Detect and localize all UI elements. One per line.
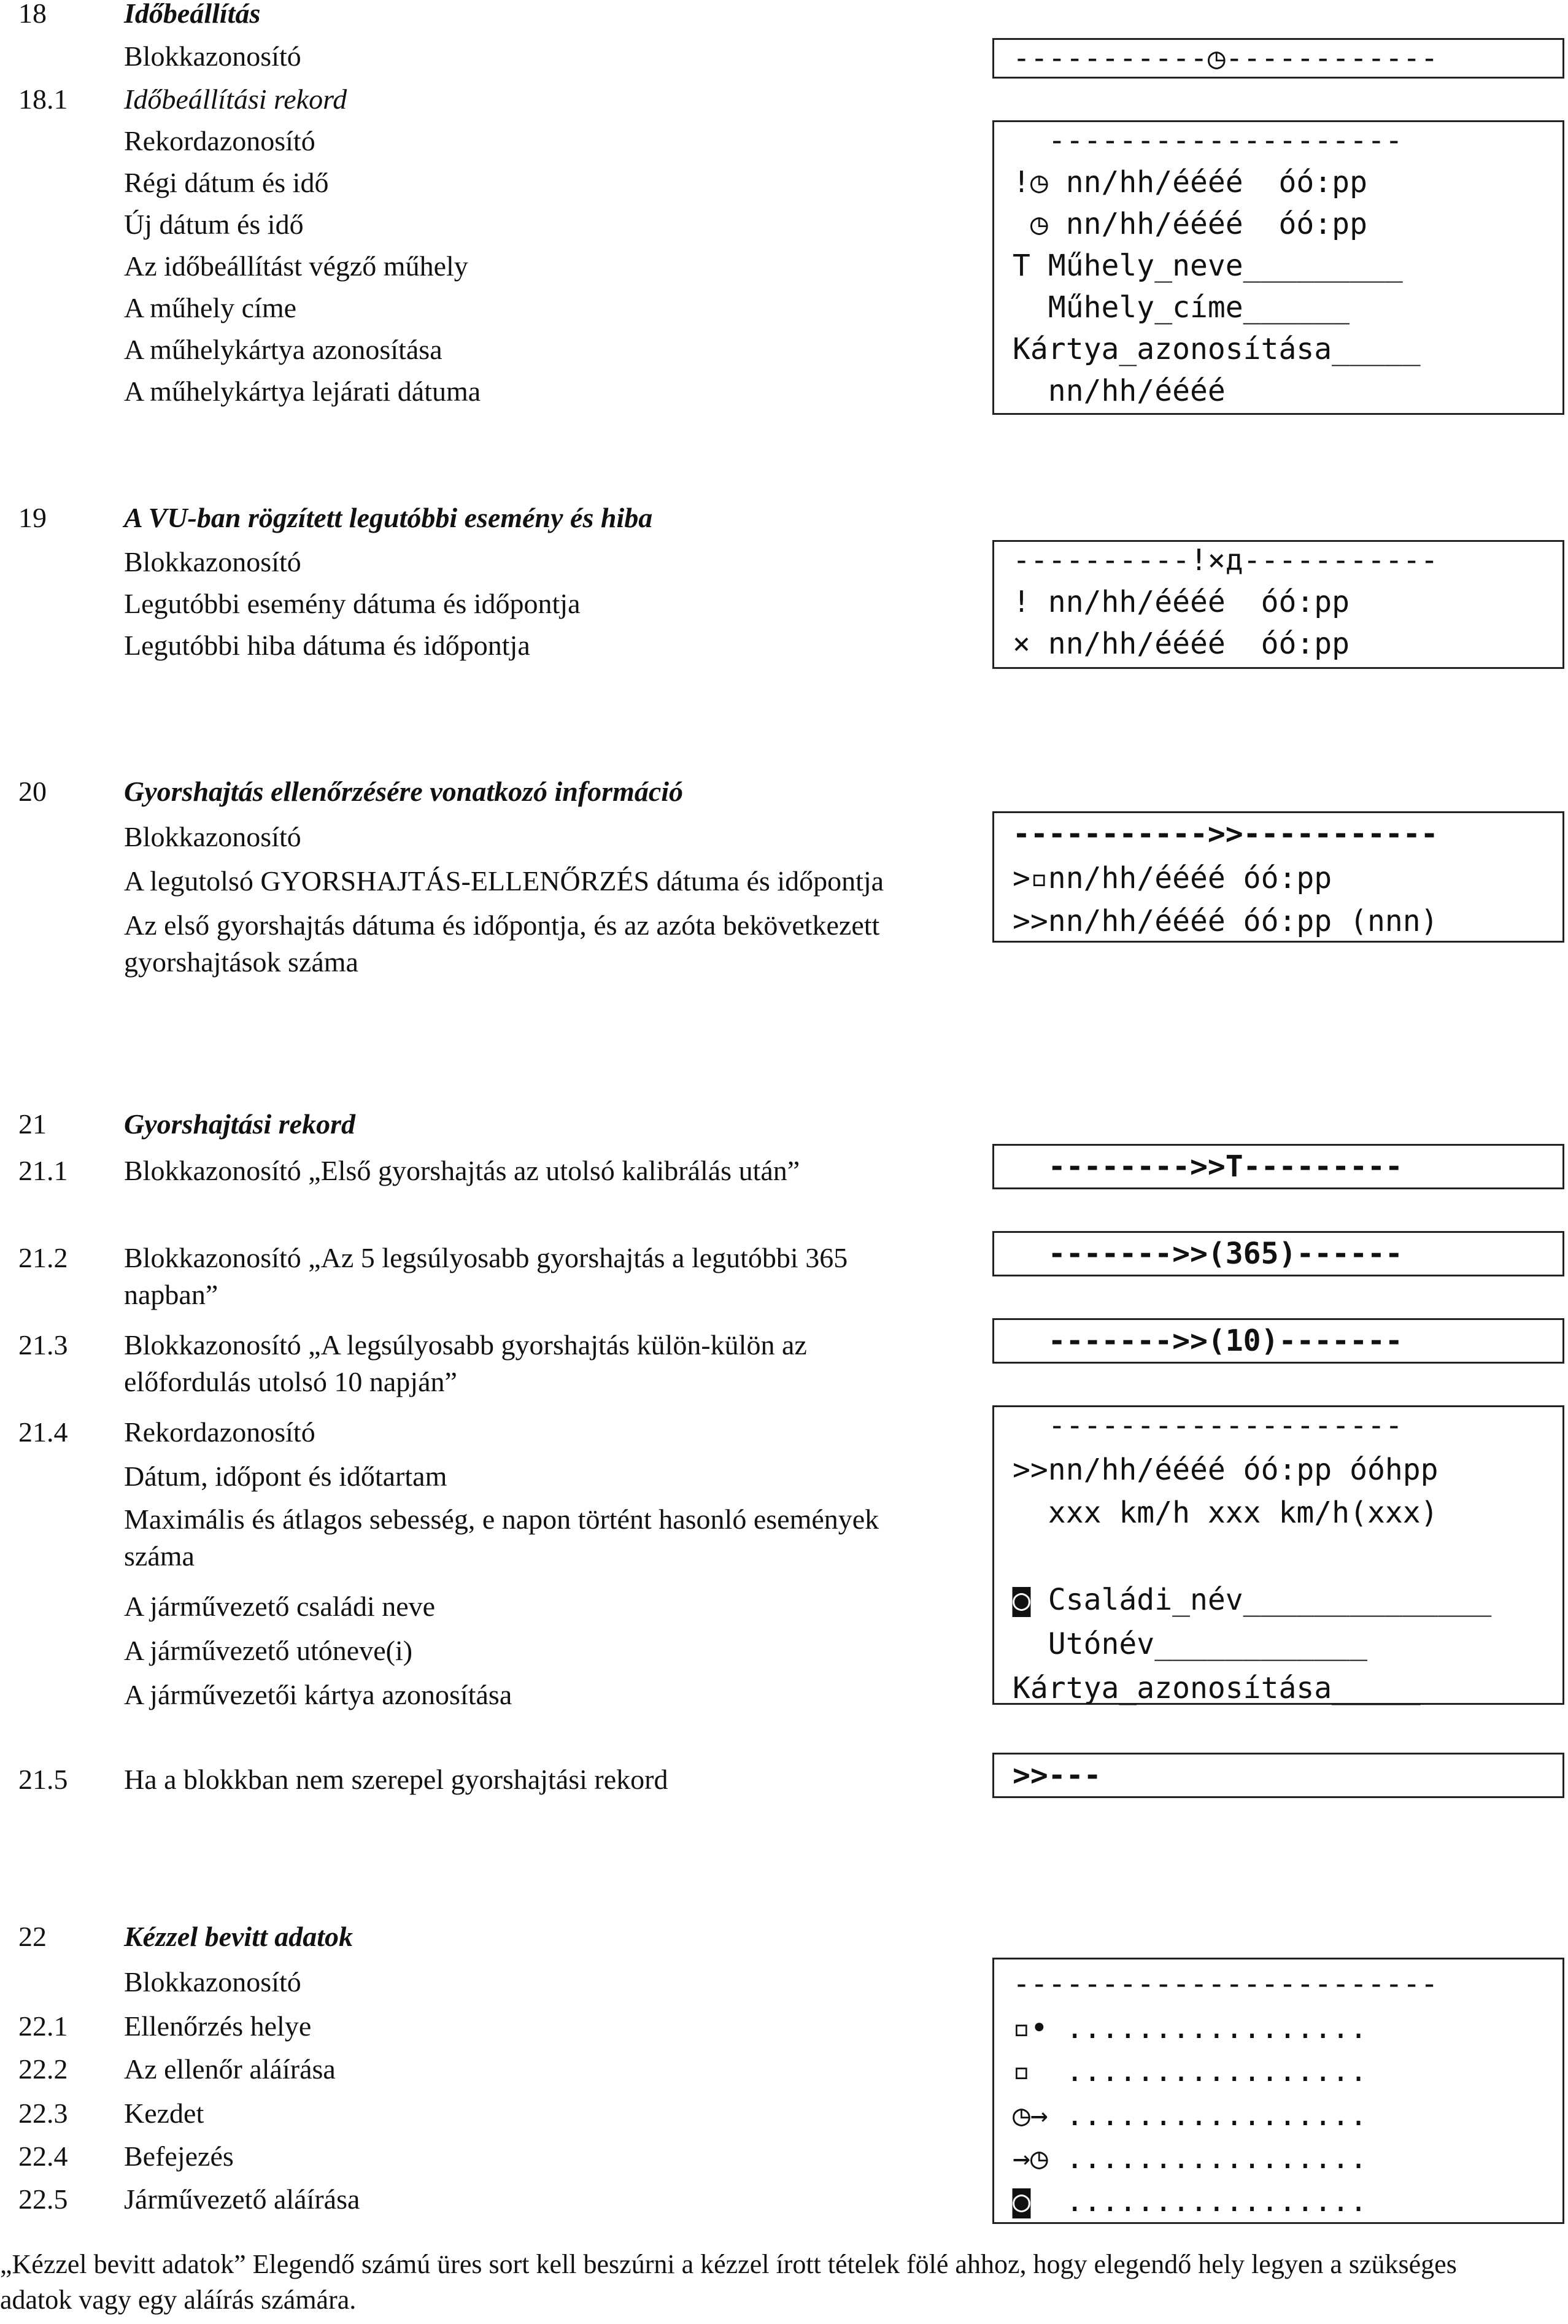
s21-3-label-2: előfordulás utolsó 10 napján”: [124, 1366, 457, 1397]
s21-4-row-5: A járművezető utóneve(i): [124, 1635, 413, 1666]
s18-row-6: A műhelykártya lejárati dátuma: [124, 376, 481, 407]
s22-5-label: Járművezető aláírása: [124, 2183, 360, 2215]
s21-5-print: >>---: [1013, 1758, 1102, 1793]
s22-print-row-1: ▫• .................: [1013, 2011, 1367, 2045]
s18-row-4: A műhely címe: [124, 292, 297, 323]
s21-4-row-1: Dátum, időpont és időtartam: [124, 1461, 447, 1492]
section-22-2-number: 22.2: [18, 2053, 68, 2085]
s21-3-label-1: Blokkazonosító „A legsúlyosabb gyorshajtás külön-külön az: [124, 1329, 807, 1361]
s19-row-2: Legutóbbi hiba dátuma és időpontja: [124, 630, 530, 661]
s20-row-0: Blokkazonosító: [124, 821, 301, 852]
s20-print-row-0: ----------->>-----------: [1013, 817, 1439, 851]
s22-print-row-3: ◷→ .................: [1013, 2098, 1367, 2133]
s18-row-2: Új dátum és idő: [124, 209, 304, 240]
s19-print-row-0: ----------!×д-----------: [1013, 543, 1439, 577]
s20-print-box: [992, 811, 1564, 943]
s22-4-label: Befejezés: [124, 2141, 234, 2172]
s21-4-print-row-0: --------------------: [1013, 1408, 1403, 1443]
s21-4-print-row-2: xxx km/h xxx km/h(xxx): [1013, 1496, 1439, 1530]
s22-1-label: Ellenőrzés helye: [124, 2010, 312, 2042]
s22-3-label: Kezdet: [124, 2098, 204, 2129]
s21-5-label: Ha a blokkban nem szerepel gyorshajtási rekord: [124, 1764, 668, 1795]
s18-print-row-0: --------------------: [1013, 123, 1403, 158]
s21-4-print-row-4: ◙ Családi_név______________: [1013, 1583, 1492, 1617]
section-21-3-number: 21.3: [18, 1329, 68, 1361]
s19-row-0: Blokkazonosító: [124, 546, 301, 577]
footnote-line-1: „Kézzel bevitt adatok” Elegendő számú üres sort kell beszúrni a kézzel írott tételek fölé ahhoz, hogy elegendő hely legyen a szükséges: [0, 2249, 1457, 2279]
s18-record-print-box: [992, 120, 1564, 415]
s21-4-row-4: A járművezető családi neve: [124, 1591, 436, 1622]
s22-block-label: Blokkazonosító: [124, 1966, 301, 1998]
s21-2-print: ------->>(365)------: [1013, 1237, 1403, 1271]
s21-4-row-6: A járművezetői kártya azonosítása: [124, 1679, 512, 1710]
s21-3-print-box: [992, 1318, 1564, 1364]
s21-5-print-box: [992, 1753, 1564, 1798]
section-21-4-number: 21.4: [18, 1416, 68, 1448]
s22-print-row-4: →◷ .................: [1013, 2141, 1367, 2175]
s18-print-row-2: ◷ nn/hh/éééé óó:pp: [1013, 207, 1367, 241]
s21-4-row-3: száma: [124, 1540, 195, 1572]
s18-block-print-box: [992, 38, 1564, 79]
section-21-title: Gyorshajtási rekord: [124, 1108, 355, 1140]
s22-print-row-2: ▫ .................: [1013, 2054, 1367, 2088]
section-21-number: 21: [18, 1108, 47, 1140]
s21-4-print-row-6: Kártya_azonosítása_____: [1013, 1671, 1421, 1705]
s20-row-2: Az első gyorshajtás dátuma és időpontja, és az azóta bekövetkezett: [124, 909, 880, 941]
s20-row-1: A legutolsó GYORSHAJTÁS-ELLENŐRZÉS dátuma és időpontja: [124, 865, 884, 897]
section-18-1-number: 18.1: [18, 83, 68, 115]
s21-4-print-row-5: Utónév____________: [1013, 1627, 1367, 1661]
section-20-title: Gyorshajtás ellenőrzésére vonatkozó információ: [124, 776, 684, 807]
s21-4-print-row-1: >>nn/hh/éééé óó:pp óóhpp: [1013, 1453, 1439, 1487]
s18-print-row-4: Műhely_címe______: [1013, 290, 1350, 325]
section-21-1-number: 21.1: [18, 1155, 68, 1186]
s21-1-print-box: [992, 1144, 1564, 1189]
s22-2-label: Az ellenőr aláírása: [124, 2053, 336, 2085]
s18-block-print: -----------◷------------: [1013, 41, 1439, 75]
section-19-title: A VU-ban rögzített legutóbbi esemény és hiba: [124, 502, 653, 533]
s19-row-1: Legutóbbi esemény dátuma és időpontja: [124, 588, 581, 619]
section-22-3-number: 22.3: [18, 2098, 68, 2129]
section-21-5-number: 21.5: [18, 1764, 68, 1795]
s21-1-label: Blokkazonosító „Első gyorshajtás az utolsó kalibrálás után”: [124, 1155, 800, 1186]
s21-1-print: -------->>T---------: [1013, 1149, 1403, 1184]
s18-block-label: Blokkazonosító: [124, 41, 301, 72]
s21-2-label-2: napban”: [124, 1279, 218, 1310]
s18-print-row-1: !◷ nn/hh/éééé óó:pp: [1013, 165, 1367, 199]
s21-4-row-0: Rekordazonosító: [124, 1416, 315, 1448]
s20-print-row-1: >▫nn/hh/éééé óó:pp: [1013, 861, 1332, 895]
s18-row-1: Régi dátum és idő: [124, 167, 329, 198]
section-22-number: 22: [18, 1921, 47, 1952]
section-22-4-number: 22.4: [18, 2141, 68, 2172]
s20-row-3: gyorshajtások száma: [124, 946, 358, 978]
s22-print-row-5: ◙ .................: [1013, 2184, 1367, 2218]
section-19-number: 19: [18, 502, 47, 533]
s22-print-row-0: ------------------------: [1013, 1967, 1439, 2001]
s22-print-box: [992, 1958, 1564, 2224]
s19-print-box: [992, 540, 1564, 669]
s21-3-print: ------->>(10)-------: [1013, 1324, 1403, 1358]
s21-2-label-1: Blokkazonosító „Az 5 legsúlyosabb gyorshajtás a legutóbbi 365: [124, 1242, 848, 1273]
section-22-1-number: 22.1: [18, 2010, 68, 2042]
s18-print-row-5: Kártya_azonosítása_____: [1013, 332, 1421, 366]
section-22-5-number: 22.5: [18, 2183, 68, 2215]
section-22-title: Kézzel bevitt adatok: [124, 1921, 353, 1952]
s21-2-print-box: [992, 1231, 1564, 1276]
s21-4-print-box: [992, 1405, 1564, 1705]
section-21-2-number: 21.2: [18, 1242, 68, 1273]
s19-print-row-1: ! nn/hh/éééé óó:pp: [1013, 585, 1350, 619]
section-18-1-title: Időbeállítási rekord: [124, 83, 347, 115]
s18-print-row-3: T Műhely_neve_________: [1013, 249, 1403, 283]
footnote-line-2: adatok vagy egy aláírás számára.: [0, 2285, 357, 2315]
section-20-number: 20: [18, 776, 47, 807]
s18-row-0: Rekordazonosító: [124, 125, 315, 156]
s21-4-row-2: Maximális és átlagos sebesség, e napon történt hasonló események: [124, 1504, 879, 1535]
section-18-number: 18: [18, 0, 47, 29]
section-18-title: Időbeállítás: [124, 0, 261, 29]
s18-row-3: Az időbeállítást végző műhely: [124, 250, 468, 282]
s19-print-row-2: × nn/hh/éééé óó:pp: [1013, 627, 1350, 661]
s18-row-5: A műhelykártya azonosítása: [124, 334, 442, 365]
s18-print-row-6: nn/hh/éééé: [1013, 374, 1226, 408]
s20-print-row-2: >>nn/hh/éééé óó:pp (nnn): [1013, 904, 1439, 938]
